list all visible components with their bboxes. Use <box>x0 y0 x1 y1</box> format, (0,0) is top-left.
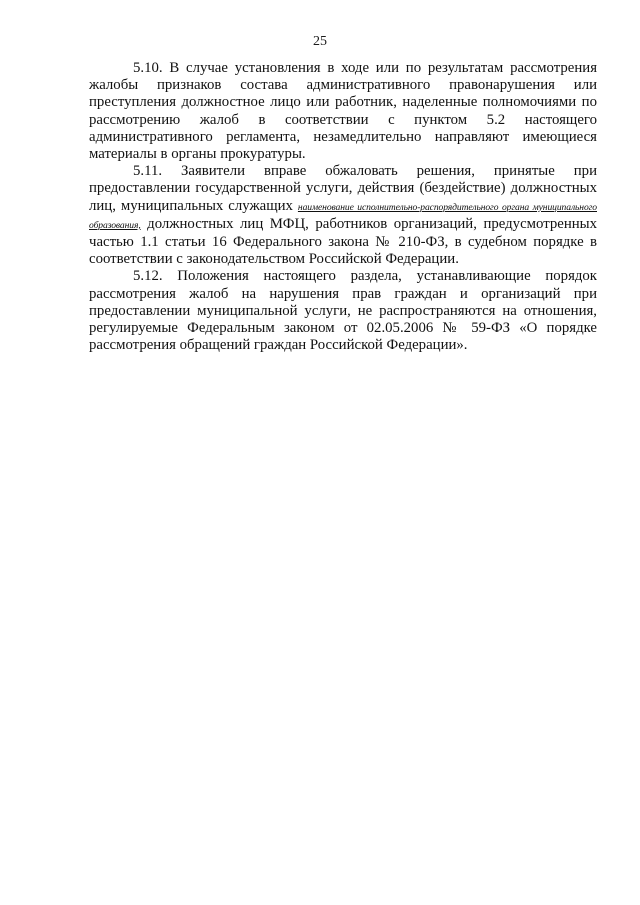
paragraph-5-10: 5.10. В случае установления в ходе или по результатам рассмотрения жалобы признаков состава административного правонарушения или преступления должностное лицо или работник, наделенные полномочиями по рассмотрению жалоб в соответствии с пунктом 5.2 настоящего административного регламента, незамедлительно направляют имеющиеся материалы в органы прокуратуры. <box>89 60 597 163</box>
page-number: 25 <box>313 34 327 49</box>
document-body <box>89 60 597 354</box>
paragraph-5-12: 5.12. Положения настоящего раздела, устанавливающие порядок рассмотрения жалоб на нарушения прав граждан и организаций при предоставлении муниципальной услуги, не распространяются на отношения, регулируемые Федеральным законом от 02.05.2006 № 59-ФЗ «О порядке рассмотрения обращений граждан Российской Федерации». <box>89 268 597 354</box>
paragraph-5-11-text-end: должностных лиц МФЦ, работников организаций, предусмотренных частью 1.1 статьи 16 Федерального закона № 210-ФЗ, в судебном порядке в соответствии с законодательством Российской Федерации. <box>89 215 597 268</box>
paragraph-5-11 <box>89 163 597 268</box>
paragraph-5-11-text-start: 5.11. Заявители вправе обжаловать решения, принятые при предоставлении государственной услуги, действия (бездействие) должностных лиц, муниципальных служащих <box>89 163 597 214</box>
authority-name-placeholder: наименование исполнительно-распорядительного органа муниципального образования, <box>89 201 597 231</box>
